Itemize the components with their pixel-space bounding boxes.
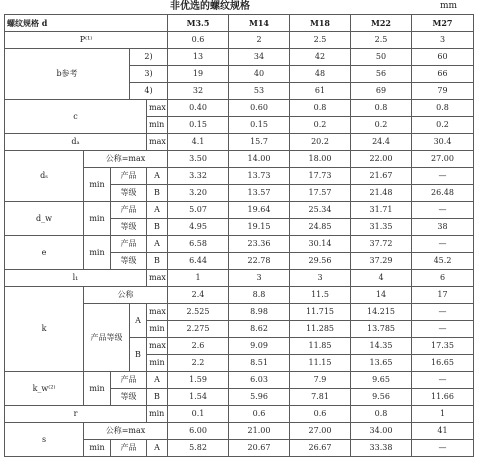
value-cell: 17.57 <box>290 185 351 202</box>
limit-label: min <box>84 440 111 457</box>
param-label: l₁ <box>5 270 147 287</box>
value-cell: 0.8 <box>290 100 351 117</box>
value-cell: 13 <box>168 49 229 66</box>
table-row <box>5 236 474 253</box>
value-cell: 24.4 <box>351 134 412 151</box>
value-cell: 2.2 <box>168 355 229 372</box>
table-row <box>5 134 474 151</box>
value-cell: 34 <box>229 49 290 66</box>
limit-label: min <box>84 236 111 270</box>
param-label: e <box>5 236 84 270</box>
param-label: k_w⁽²⁾ <box>5 372 84 406</box>
value-cell: — <box>412 440 474 457</box>
value-cell: 6.00 <box>168 423 229 440</box>
value-cell: 21.67 <box>351 168 412 185</box>
value-cell: 4 <box>351 270 412 287</box>
value-cell: 9.09 <box>229 338 290 355</box>
value-cell: 5.07 <box>168 202 229 219</box>
value-cell: 22.00 <box>351 151 412 168</box>
value-cell: 0.8 <box>351 406 412 423</box>
value-cell: 13.65 <box>351 355 412 372</box>
table-row <box>5 372 474 389</box>
value-cell: 17.35 <box>412 338 474 355</box>
table-title-bar <box>0 0 480 14</box>
grade-label: 产品 <box>111 440 147 457</box>
header-label: 螺纹规格 d <box>5 15 168 32</box>
table-row <box>5 287 474 304</box>
value-cell: 3 <box>290 270 351 287</box>
value-cell: 8.98 <box>229 304 290 321</box>
value-cell: 7.9 <box>290 372 351 389</box>
value-cell: 11.5 <box>290 287 351 304</box>
grade-label: 产品 <box>111 372 147 389</box>
value-cell: 13.785 <box>351 321 412 338</box>
grade-A: A <box>130 304 147 338</box>
value-cell: 14.215 <box>351 304 412 321</box>
limit-label: max <box>147 100 168 117</box>
value-cell: 2 <box>229 32 290 49</box>
value-cell: 24.85 <box>290 219 351 236</box>
value-cell: 5.82 <box>168 440 229 457</box>
value-cell: 1 <box>168 270 229 287</box>
limit-label: min <box>84 168 111 202</box>
value-cell: 1 <box>412 406 474 423</box>
value-cell: 31.35 <box>351 219 412 236</box>
limit-label: min <box>147 117 168 134</box>
value-cell: 11.285 <box>290 321 351 338</box>
unit-label: mm <box>440 1 458 11</box>
value-cell: — <box>412 304 474 321</box>
param-label: d_w <box>5 202 84 236</box>
table-row <box>5 49 474 66</box>
grade-A: A <box>147 202 168 219</box>
value-cell: 21.48 <box>351 185 412 202</box>
grade-B: B <box>147 219 168 236</box>
grade-A: A <box>147 372 168 389</box>
value-cell: 66 <box>412 66 474 83</box>
value-cell: 18.00 <box>290 151 351 168</box>
value-cell: 34.00 <box>351 423 412 440</box>
note-label: 2) <box>130 49 168 66</box>
value-cell: 41 <box>412 423 474 440</box>
value-cell: 8.8 <box>229 287 290 304</box>
value-cell: 31.71 <box>351 202 412 219</box>
limit-label: min <box>84 202 111 236</box>
grade-label: 等级 <box>111 219 147 236</box>
value-cell: 0.6 <box>168 32 229 49</box>
value-cell: 15.7 <box>229 134 290 151</box>
param-label: s <box>5 423 84 457</box>
value-cell: 1.54 <box>168 389 229 406</box>
value-cell: 30.14 <box>290 236 351 253</box>
nominal-label: 公称=max <box>84 151 168 168</box>
value-cell: 3 <box>412 32 474 49</box>
grade-label: 等级 <box>111 389 147 406</box>
value-cell: 17.73 <box>290 168 351 185</box>
size-header: M18 <box>290 15 351 32</box>
value-cell: 27.00 <box>412 151 474 168</box>
value-cell: 0.6 <box>290 406 351 423</box>
param-label: dₛ <box>5 151 84 202</box>
value-cell: — <box>412 236 474 253</box>
value-cell: 9.56 <box>351 389 412 406</box>
size-header: M22 <box>351 15 412 32</box>
value-cell: 4.1 <box>168 134 229 151</box>
value-cell: 11.85 <box>290 338 351 355</box>
value-cell: 16.65 <box>412 355 474 372</box>
value-cell: 2.5 <box>290 32 351 49</box>
value-cell: 48 <box>290 66 351 83</box>
grade-B: B <box>147 389 168 406</box>
value-cell: 9.65 <box>351 372 412 389</box>
value-cell: 0.2 <box>412 117 474 134</box>
value-cell: 11.715 <box>290 304 351 321</box>
value-cell: 14.00 <box>229 151 290 168</box>
value-cell: 3.20 <box>168 185 229 202</box>
value-cell: 4.95 <box>168 219 229 236</box>
value-cell: 2.6 <box>168 338 229 355</box>
grade-A: A <box>147 168 168 185</box>
table-row <box>5 406 474 423</box>
grade-A: A <box>147 236 168 253</box>
note-label: 4) <box>130 83 168 100</box>
value-cell: 2.4 <box>168 287 229 304</box>
value-cell: 7.81 <box>290 389 351 406</box>
value-cell: 61 <box>290 83 351 100</box>
value-cell: 11.15 <box>290 355 351 372</box>
value-cell: 5.96 <box>229 389 290 406</box>
value-cell: — <box>412 202 474 219</box>
table-row <box>5 15 474 32</box>
limit-label: min <box>147 406 168 423</box>
table-row <box>5 151 474 168</box>
value-cell: 23.36 <box>229 236 290 253</box>
value-cell: — <box>412 168 474 185</box>
value-cell: 32 <box>168 83 229 100</box>
value-cell: 14 <box>351 287 412 304</box>
table-body <box>5 15 474 457</box>
grade-label: 产品 <box>111 168 147 185</box>
nominal-label: 公称=max <box>84 423 168 440</box>
grade-B: B <box>147 253 168 270</box>
value-cell: 53 <box>229 83 290 100</box>
value-cell: 30.4 <box>412 134 474 151</box>
value-cell: 56 <box>351 66 412 83</box>
note-label: 3) <box>130 66 168 83</box>
value-cell: 17 <box>412 287 474 304</box>
value-cell: 37.72 <box>351 236 412 253</box>
size-header: M27 <box>412 15 474 32</box>
value-cell: 69 <box>351 83 412 100</box>
grade-B: B <box>147 185 168 202</box>
table-row <box>5 32 474 49</box>
limit-label: min <box>84 372 111 406</box>
value-cell: 6 <box>412 270 474 287</box>
value-cell: 26.67 <box>290 440 351 457</box>
value-cell: 38 <box>412 219 474 236</box>
param-label: dₐ <box>5 134 147 151</box>
limit-label: max <box>147 270 168 287</box>
grade-B: B <box>130 338 147 372</box>
table-row <box>5 202 474 219</box>
value-cell: 19.64 <box>229 202 290 219</box>
grade-label: 等级 <box>111 185 147 202</box>
table-title: 非优选的螺纹规格 <box>170 1 250 12</box>
value-cell: 6.44 <box>168 253 229 270</box>
value-cell: 0.1 <box>168 406 229 423</box>
value-cell: 21.00 <box>229 423 290 440</box>
value-cell: 0.60 <box>229 100 290 117</box>
value-cell: 8.51 <box>229 355 290 372</box>
value-cell: 29.56 <box>290 253 351 270</box>
value-cell: 0.6 <box>229 406 290 423</box>
value-cell: 20.67 <box>229 440 290 457</box>
value-cell: 50 <box>351 49 412 66</box>
value-cell: 3 <box>229 270 290 287</box>
value-cell: 13.73 <box>229 168 290 185</box>
limit-label: max <box>147 134 168 151</box>
size-header: M14 <box>229 15 290 32</box>
value-cell: 0.8 <box>351 100 412 117</box>
value-cell: 33.38 <box>351 440 412 457</box>
value-cell: 14.35 <box>351 338 412 355</box>
thread-spec-table <box>4 14 474 457</box>
value-cell: 11.66 <box>412 389 474 406</box>
value-cell: 37.29 <box>351 253 412 270</box>
value-cell: 79 <box>412 83 474 100</box>
param-label: P⁽¹⁾ <box>5 32 168 49</box>
table-row <box>5 100 474 117</box>
value-cell: 26.48 <box>412 185 474 202</box>
value-cell: 6.58 <box>168 236 229 253</box>
param-label: c <box>5 100 147 134</box>
value-cell: 3.50 <box>168 151 229 168</box>
value-cell: 0.15 <box>168 117 229 134</box>
value-cell: 0.8 <box>412 100 474 117</box>
grade-label: 产品 <box>111 202 147 219</box>
value-cell: 6.03 <box>229 372 290 389</box>
param-label: b参考 <box>5 49 130 100</box>
param-label: k <box>5 287 84 372</box>
value-cell: — <box>412 321 474 338</box>
value-cell: 45.2 <box>412 253 474 270</box>
value-cell: 19.15 <box>229 219 290 236</box>
value-cell: — <box>412 372 474 389</box>
value-cell: 0.15 <box>229 117 290 134</box>
table-row <box>5 270 474 287</box>
size-header: M3.5 <box>168 15 229 32</box>
value-cell: 42 <box>290 49 351 66</box>
param-label: r <box>5 406 147 423</box>
value-cell: 27.00 <box>290 423 351 440</box>
value-cell: 8.62 <box>229 321 290 338</box>
limit-label: max <box>147 304 168 321</box>
value-cell: 25.34 <box>290 202 351 219</box>
product-grade-label: 产品等级 <box>84 304 130 372</box>
value-cell: 20.2 <box>290 134 351 151</box>
limit-label: max <box>147 338 168 355</box>
grade-label: 等级 <box>111 253 147 270</box>
value-cell: 0.40 <box>168 100 229 117</box>
value-cell: 0.2 <box>351 117 412 134</box>
value-cell: 40 <box>229 66 290 83</box>
grade-label: 产品 <box>111 236 147 253</box>
value-cell: 0.2 <box>290 117 351 134</box>
value-cell: 2.525 <box>168 304 229 321</box>
value-cell: 2.275 <box>168 321 229 338</box>
value-cell: 13.57 <box>229 185 290 202</box>
limit-label: min <box>147 355 168 372</box>
value-cell: 3.32 <box>168 168 229 185</box>
table-row <box>5 423 474 440</box>
value-cell: 1.59 <box>168 372 229 389</box>
value-cell: 2.5 <box>351 32 412 49</box>
limit-label: min <box>147 321 168 338</box>
value-cell: 60 <box>412 49 474 66</box>
grade-A: A <box>147 440 168 457</box>
value-cell: 22.78 <box>229 253 290 270</box>
nominal-label: 公称 <box>84 287 168 304</box>
value-cell: 19 <box>168 66 229 83</box>
